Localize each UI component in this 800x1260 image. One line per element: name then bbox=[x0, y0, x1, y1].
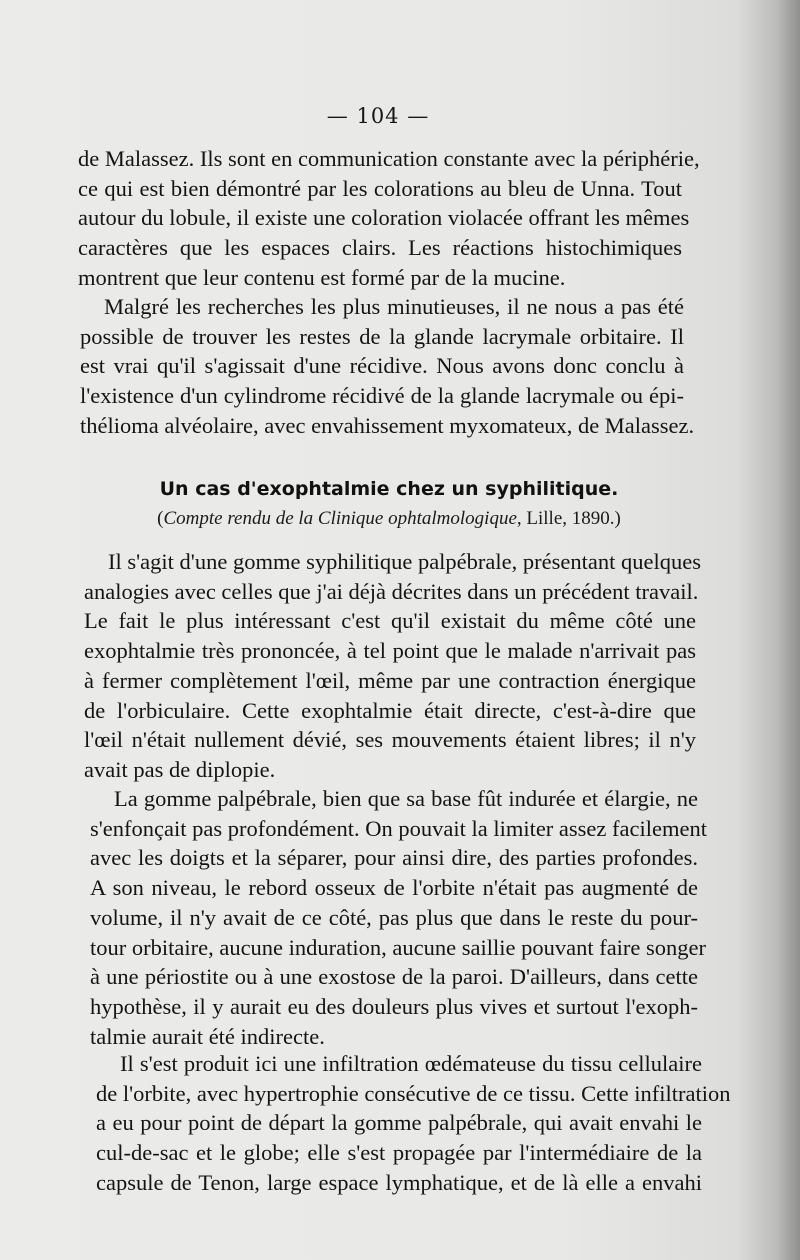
text-line: l'existence d'un cylindrome récidivé de la glande lacrymale ou épi- bbox=[80, 383, 684, 409]
text-line: Le fait le plus intéressant c'est qu'il existait du même côté une bbox=[84, 608, 696, 634]
text-line: tour orbitaire, aucune induration, aucune saillie pouvant faire songer bbox=[90, 934, 707, 960]
source-rest: , Lille, 1890.) bbox=[516, 508, 621, 529]
text-line: exophtalmie très prononcée, à tel point que le malade n'arrivait pas bbox=[84, 638, 696, 664]
text-line: La gomme palpébrale, bien que sa base fût indurée et élargie, ne bbox=[114, 786, 698, 811]
paragraph-2 bbox=[80, 292, 695, 441]
text-line: de l'orbiculaire. Cette exophtalmie était directe, c'est-à-dire que bbox=[84, 697, 696, 723]
text-line: s'enfonçait pas profondément. On pouvait la limiter assez facilement bbox=[90, 815, 707, 841]
text-line: possible de trouver les restes de la glande lacrymale orbitaire. Il bbox=[80, 323, 684, 349]
paragraph-5 bbox=[96, 1049, 731, 1198]
text-line: capsule de Tenon, large espace lymphatique, et de là elle a envahi bbox=[96, 1169, 702, 1195]
text-line: caractères que les espaces clairs. Les réactions histochimiques bbox=[78, 235, 682, 261]
text-line: à fermer complètement l'œil, même par une contraction énergique bbox=[84, 667, 696, 693]
text-line: Il s'est produit ici une infiltration œdémateuse du tissu cellulaire bbox=[120, 1051, 702, 1076]
text-line: de l'orbite, avec hypertrophie consécutive de ce tissu. Cette infiltration bbox=[96, 1080, 731, 1106]
text-line: avait pas de diplopie. bbox=[84, 756, 276, 782]
text-line: a eu pour point de départ la gomme palpébrale, qui avait envahi le bbox=[96, 1110, 702, 1136]
text-line: analogies avec celles que j'ai déjà décrites dans un précédent travail. bbox=[84, 578, 699, 604]
text-line: talmie aurait été indirecte. bbox=[90, 1023, 325, 1049]
section-source bbox=[0, 508, 778, 530]
text-line: montrent que leur contenu est formé par de la mucine. bbox=[78, 264, 566, 290]
paragraph-4 bbox=[90, 784, 707, 1051]
section-title: Un cas d'exophtalmie chez un syphilitique. bbox=[159, 478, 619, 500]
text-line: cul-de-sac et le globe; elle s'est propagée par l'intermédiaire de la bbox=[96, 1140, 702, 1166]
text-line: Malgré les recherches les plus minutieuses, il ne nous a pas été bbox=[104, 294, 684, 319]
text-line: est vrai qu'il s'agissait d'une récidive. Nous avons donc conclu à bbox=[80, 353, 684, 379]
paragraph-3 bbox=[84, 547, 701, 785]
text-line: Il s'agit d'une gomme syphilitique palpébrale, présentant quelques bbox=[108, 549, 701, 574]
text-line: avec les doigts et la séparer, pour ainsi dire, des parties profondes. bbox=[90, 845, 698, 871]
text-line: volume, il n'y avait de ce côté, pas plus que dans le reste du pour- bbox=[90, 904, 698, 930]
source-journal: Compte rendu de la Clinique ophtalmologique bbox=[163, 508, 517, 529]
text-line: à une périostite ou à une exostose de la paroi. D'ailleurs, dans cette bbox=[90, 964, 698, 990]
paragraph-1 bbox=[78, 144, 700, 293]
page-number: — 104 — bbox=[326, 104, 430, 128]
text-line: l'œil n'était nullement dévié, ses mouvements étaient libres; il n'y bbox=[84, 727, 696, 753]
text-line: ce qui est bien démontré par les colorations au bleu de Unna. Tout bbox=[78, 175, 682, 201]
text-line: hypothèse, il y aurait eu des douleurs plus vives et surtout l'exoph- bbox=[90, 993, 698, 1019]
text-line: A son niveau, le rebord osseux de l'orbite n'était pas augmenté de bbox=[90, 875, 698, 901]
text-line: thélioma alvéolaire, avec envahissement myxomateux, de Malassez. bbox=[80, 412, 695, 438]
text-line: de Malassez. Ils sont en communication constante avec la périphérie, bbox=[78, 146, 700, 171]
source-open: ( bbox=[157, 508, 164, 529]
text-line: autour du lobule, il existe une coloration violacée offrant les mêmes bbox=[78, 205, 690, 231]
